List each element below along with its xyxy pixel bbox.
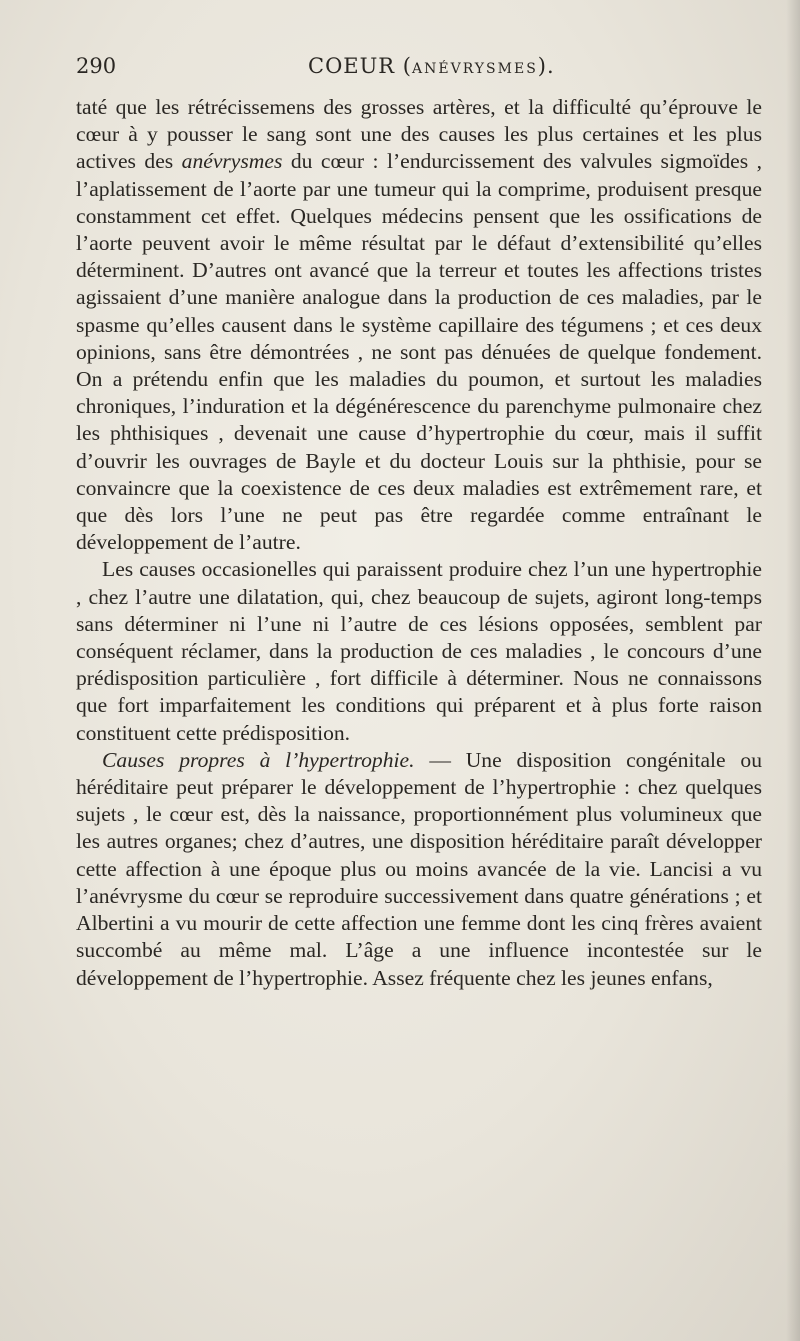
- text-run: — Une disposition congénitale ou héréditaire peut préparer le développement de l’hypertrophie : chez quelques sujets , le cœur est, dès la naissance, proportionnément plus volumineux que les autres organes; chez d’autres, une disposition héréditaire paraît développer cette affection à une époque plus ou moins avancée de la vie. Lancisi a vu l’anévrysme du cœur se reproduire successivement dans quatre générations ; et Albertini a vu mourir de cette affection une femme dont les cinq frères avaient succombé au même mal. L’âge a une influence incontestée sur le développement de l’hypertrophie. Assez fréquente chez les jeunes enfans,: [76, 747, 763, 990]
- body-text: [76, 94, 762, 992]
- page-edge-shadow: [786, 0, 800, 1341]
- paragraph: [76, 94, 762, 556]
- paragraph: [76, 747, 762, 992]
- running-title: [308, 54, 555, 78]
- text-run: Les causes occasionelles qui paraissent produire chez l’un une hypertrophie , chez l’autre une dilatation, qui, chez beaucoup de sujets, agiront long-temps sans déterminer ni l’une ni l’autre de ces lésions opposées, semblent par conséquent réclamer, dans la production de ces maladies , le concours d’une prédisposition particulière , fort difficile à déterminer. Nous ne connaissons que fort imparfaitement les conditions qui préparent et à plus forte raison constituent cette prédisposition.: [76, 557, 762, 745]
- running-title-main: COEUR (: [308, 54, 412, 78]
- page-header: [76, 54, 762, 94]
- page-number: 290: [76, 54, 117, 78]
- text-run: taté que les rétrécissemens des grosses artères, et la difficulté qu’éprouve le cœur à y pousser le sang sont une des causes les plus certaines et les plus actives des: [76, 95, 762, 174]
- running-title-end: ).: [537, 54, 555, 78]
- running-title-smallcaps: ANÉVRYSMES: [412, 61, 538, 77]
- text-run: du cœur : l’endurcissement des valvules sigmoïdes , l’aplatissement de l’aorte par une tumeur qui la comprime, produisent presque constamment cet effet. Quelques médecins pensent que les ossifications de l’aorte peuvent avoir le même résultat par le défaut d’extensibilité qu’elles déterminent. D’autres ont avancé que la terreur et toutes les affections tristes agissaient d’une manière analogue dans la production de ces maladies, par le spasme qu’elles causent dans le système capillaire des tégumens ; et ces deux opinions, sans être démontrées , ne sont pas dénuées de quelque fondement. On a prétendu enfin que les maladies du poumon, et surtout les maladies chroniques, l’induration et la dégénérescence du parenchyme pulmonaire chez les phthisiques , devenait une cause d’hypertrophie du cœur, mais il suffit d’ouvrir les ouvrages de Bayle et du docteur Louis sur la phthisie, pour se convaincre que la coexistence de ces deux maladies est extrêmement rare, et que dès lors l’une ne peut pas être regardée comme entraînant le développement de l’autre.: [76, 149, 762, 555]
- italic-text: Causes propres à l’hypertrophie.: [102, 747, 415, 772]
- paragraph: [76, 556, 762, 746]
- italic-text: anévrysmes: [181, 149, 283, 174]
